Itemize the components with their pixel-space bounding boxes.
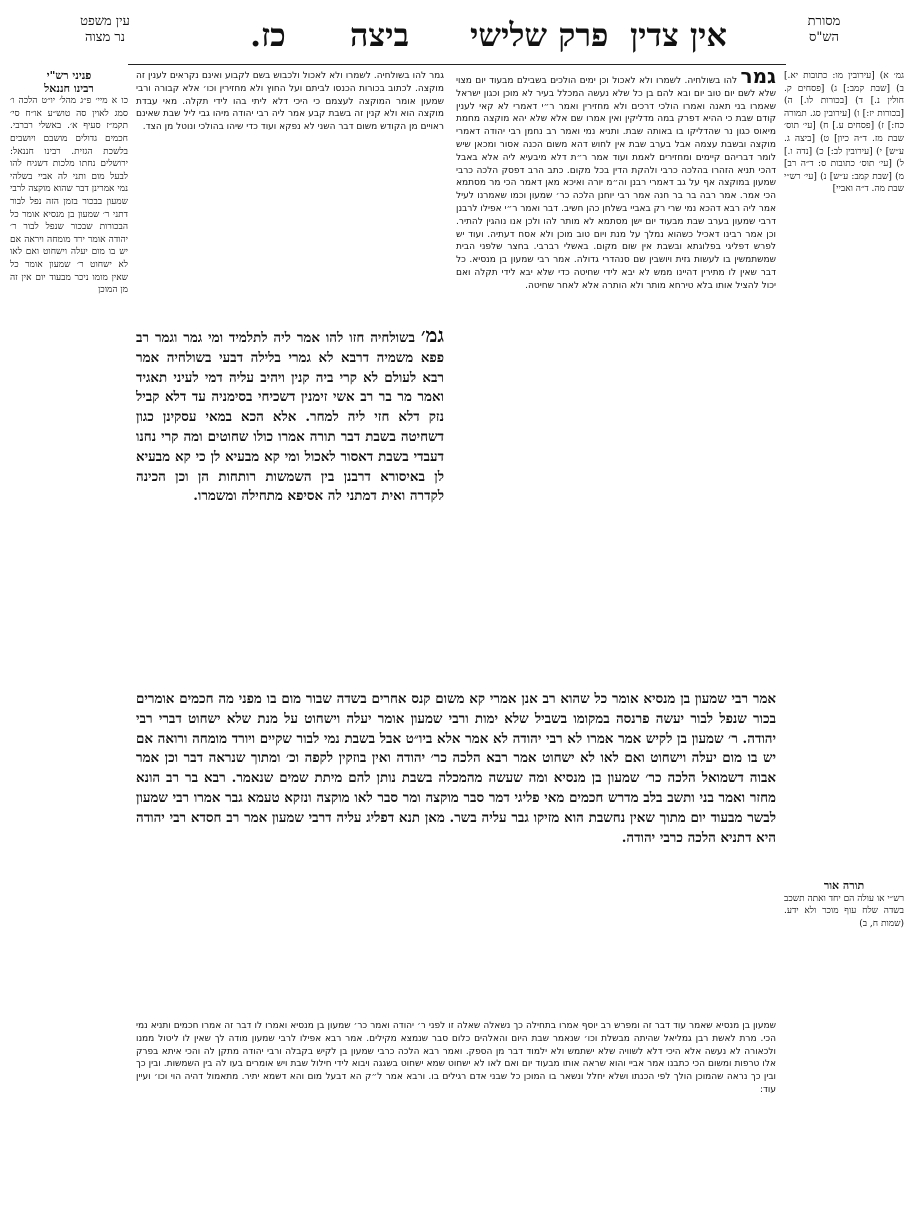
torah-or-text: רש״י או עולה הם יחד ואתה תשכב בשדה שלח עוף מוכר ולא ידע. (שמות ח, ב) xyxy=(784,893,904,929)
masoret-hashas-column xyxy=(784,70,904,680)
penei-rashi-label: פניני רש"י xyxy=(46,70,92,82)
gemara-wide-section xyxy=(136,690,776,1020)
gemara-wide-text: אמר רבי שמעון בן מנסיא אומר כל שהוא רב אנן אמרי קא משום קנס אחרים בשדה שבור מום בו מפני מה חכמים אומרים בכור שנפל לבור יעשה פרנסה במקומו בשביל שלא ימות ורבי שמעון אומר יעלה וישחוט על מנת שלא ישחוט דברי רבי יהודה. ר׳ שמעון בן לקיש אמר אמרו לא רבי יהודה לא אמר אלא ביו״ט אבל בשבת נמי לבור שקיים ויורד מומחה ורואה אם יש בו מום יעלה וישחוט ואם לאו לא ישחוט אמר רבא הלכה כר׳ יהודה ואין בוזקין לקפה וכ׳ ומתוך שנראה דבר וכן אמר אבוה דשמואל הלכה כר׳ שמעון בן מנסיא ומה שעשה מהמכלה בשבת נותן להם מיתת שמים שנאמר. רבא בר רב הונא מחזר ואמר בני ותשב בלב מדרש חכמים מאי פליגי דמר סבר מוקצה ומר סבר לאו מוקצה ונזקא טעמא גבר אמרו רבי שמעון לבשר מבעוד יום מתוך שאין נחשבת הוא מזיקו גבר עליה בשר. מאן תנא דפליג עליה דרבי שמעון אמר רב חסדא רבי יהודה היא דתניא הלכה כרבי יהודה. xyxy=(136,691,776,846)
gemara-column xyxy=(136,326,444,686)
commentary-bottom-section xyxy=(136,1020,776,1190)
chapter-name: אין צדין xyxy=(630,16,727,54)
ein-mishpat-label: עין משפט נר מצוה xyxy=(80,14,130,45)
header-rule xyxy=(128,64,786,65)
masoret-hashas-label: מסורת הש"ס xyxy=(807,14,841,45)
gemara-body: בשולחיה חזו להו אמר ליה לתלמיד ומי גמר וגמר רב פפא משמיה דרבא לא גמרי בלילה דבעי בשולחיה אמר רבא לעולם לא קרי ביה קנין ויהיב עליה דמי לעיני תאגיד ואמר מר בר רב אשי זימנין דשכיחי בסימניה עד דלא קביל נזק דלא חזי ליה למחר. אלא הכא במאי עסקינן כגון דשחיטה בשבת דבר תורה אמרו כולו שחוטים ומה קרי נחנו דעבדי בשבת דאסור לאכול ומי קא מבעיא לן כי קא מבעיא לן באיסורא דרבנן בין השמשות רותחות הן וכן הכינה לקדרה ואית דמתני לה אסיפא מתחילה ומשמרו. xyxy=(136,330,444,505)
tosafot-text xyxy=(456,70,776,293)
rabbenu-chananel-label: רבינו חננאל xyxy=(44,81,94,95)
page-number: כז. xyxy=(250,16,286,54)
torah-or-column xyxy=(784,880,904,960)
tractate-name: ביצה xyxy=(350,16,409,54)
torah-or-label: תורה אור xyxy=(823,880,865,892)
gemara-text xyxy=(136,326,444,507)
ein-mishpat-text: כו א מיי׳ פ״ג מהל׳ יו״ט הלכה ו׳ סמג לאוין סה טוש״ע או״ח סי׳ תקמ״ז סעיף א׳. באשלי רברבי. חכמים גדולים מושבם ויושבים בלשכת הגזית. רבינו חננאל: ירושלים נחתו מלכות דשגיח להו לבעל מום ותני לה אביי בשלהי נמי אמרינן דבר שהוא מוקצה לרבי שמעון בבכור בזמן הזה נפל לבור דתני ר׳ שמעון בן מנסיא אומר כל הבכורות שבכור שנפל לבור ר׳ יהודה אומר ירד מומחה ויראה אם יש בו מום יעלה וישחוט ואם לאו לא ישחוט ר׳ שמעון אומר כל שאין מומו ניכר מבעוד יום אין זה מן המוכן xyxy=(10,96,128,296)
rashi-text: גמר להו בשולחיה. לשמרו ולא לאכול ולכבוש בשם לקבוע ואינם נקראים לענין זה מוקצה. לכתוב בכורות הכנסו לביתם ועל החוץ ולא מחזירין וכו׳ אלא קבורה ורבי שמעון אומר המוקצה לעצמם כי היכי דלא ליתי בהו לידי תקלה. מאי עבדת מוקצה הוא ולא קנין זה בשבת קבע אמר ליה רבי יהודה מיהו גבי ליל שבת שאינם ראויים מן הקודש משום דבר השני לא נפקא ועוד כדי שיהו בהולכי ונוטל מן הצד. xyxy=(136,71,444,133)
gemara-opening-word: גמ׳ xyxy=(420,326,444,347)
tosafot-body: להו בשולחיה. לשמרו ולא לאכול וכן ימים הולכים בשבילם מבעוד יום מצוי שלא לשם יום טוב יום ובא להם בן כל שלא נעשה המכלל בעיר לא מוכן וכגון ישראל שאמרו בני תאנה ואמרו הולכי דרכים ולא מחזירין ואמר ר״י דאמרי לא קאי לענין קודם שבת כי ההיא דפרק במה מדליקין ואין אמרו שם אלא שלא יהא מוקצה מחמת מיאוס כגון נר שהדליקו בו באותה שבת. ותניא נמי ואמר רב נחמן רבי יהודה דאמרי מוקצה ובשבת עצמה אבל בערב שבת אין לחוש דהא משום הכנה אסור ומכאן שיש לומר דבריהם קיימים ומחזירים לאמת ועוד אמר ר״ת דלא מיבעיא ליה אלא באבל דהכי תניא הזהרו בהלכה כרבי ולהקת הדין בכל מקום. כתב הרב דפסק הלכה כרבי שמעון במוקצה אף על גב דאמרי רבנן וה״מ יורה ואיכא מאן דאמר הכי מר מסתמא הכי אמר. אמר רבה בר בר חנה אמר רבי יוחנן הלכה כר׳ שמעון וכמו שאמרנו לעיל אמר ליה רבא דהכא נמי שרי רק באביי בשלחן כהן חשיב. דבר ואמר ר״י אפילו לרבנן דרבי שמעון בערב שבת מבעוד יום ישן מסתמא לא מותר להו ולכן אנו נוהגין להתיר. וכן אמר רבינו דאכיל כשהוא נמלך על מנת ויום טוב מוכן ולא אסח דעתיה. ועוד יש לפרש דפליגי בפלוגתא ובשבת אין שום מקום. באשלי רברבי. בחצר שלפני הבית שמשתמשין בו לעשות גזית ויושבין שם סנהדרי גדולה. אמר רבי שמעון בן מנסיא. כל דבר שאין לו מתירין דהיינו ממש לא יבא לידי שחיטה כדי שלא יבא לידי תקלה ואם יכול להציל אותו בלא טירחא מותר ולא הותרה אלא לאחר שחיטה. xyxy=(456,76,776,291)
chapter-number: פרק שלישי xyxy=(470,16,609,54)
page-header xyxy=(60,14,854,62)
rashi-column xyxy=(136,70,444,320)
masoret-text: גמ׳ א) [עירובין מו: כתובות יא.] ב) [שבת קמב:] ג) [פסחים ק. חולין נ.] ד) [בכורות לו.] ה) [בכורות יז:] ו) [עירובין סג. תמורה כח:] ז) [פסחים ע.] ח) [עי׳ תוס׳ שבת מז. ד״ה כיון] ט) [ביצה ג. ע״ש] י) [עירובין לב:] כ) [נדה ו.] ל) [עי׳ תוס׳ כתובות ס: ד״ה רב] מ) [שבת קמב: ע״ש] נ) [עי׳ רש״י שבת מה. ד״ה ואביי] xyxy=(784,71,904,195)
tosafot-opening-word: גמר xyxy=(740,70,776,88)
ein-mishpat-column xyxy=(10,70,128,1150)
commentary-bottom-text: שמעון בן מנסיא שאמר עוד דבר זה ומפרש רב יוסף אמרו בתחילה כך נשאלה שאלה זו לפני ר׳ יהודה ואמר כר׳ שמעון בן מנסיא ואמרו לו דבר זה אמרו חכמים ותניא נמי הכי. מרת לאשת רבן גמליאל שהיתה מבשלת וכו׳ שנאמר שבת היום והאלהים כלום סבר שנמצא מקילים. אמר רבא אפילו לרבי שמעון מודה לך שאין לו ליטול ממנו ולכאורה לא נעשה אלא היכי דלא לשוויה שלא ישתמש ולא ילמוד דבר מן הספק. ואמר רבא הלכה כרבי שמעון בן לקיש בקבלה ורבי יהודה מתקן לה והכי איתא בפרק אלו טרפות ומשום הכי כתבנו אמר אביי והוא שראה אותו מבעוד יום ואם לאו לא ישחוט שמא ישחוט בשגגה ויבוא לידי חילול שבת ויש אומרים בעו לה בין השמשות. ובין כך ובין כך נראה שהמוכן הולך לפי הכנתו ושלא יחלל ונשאר בו המוכן כל שבני אדם רגילים בו. ורבא אמר ל״ק הא דבעל מום והא דשמא יתיר. מתאמול דהיה הוי וכו׳ ועיין עוד: xyxy=(136,1021,776,1095)
